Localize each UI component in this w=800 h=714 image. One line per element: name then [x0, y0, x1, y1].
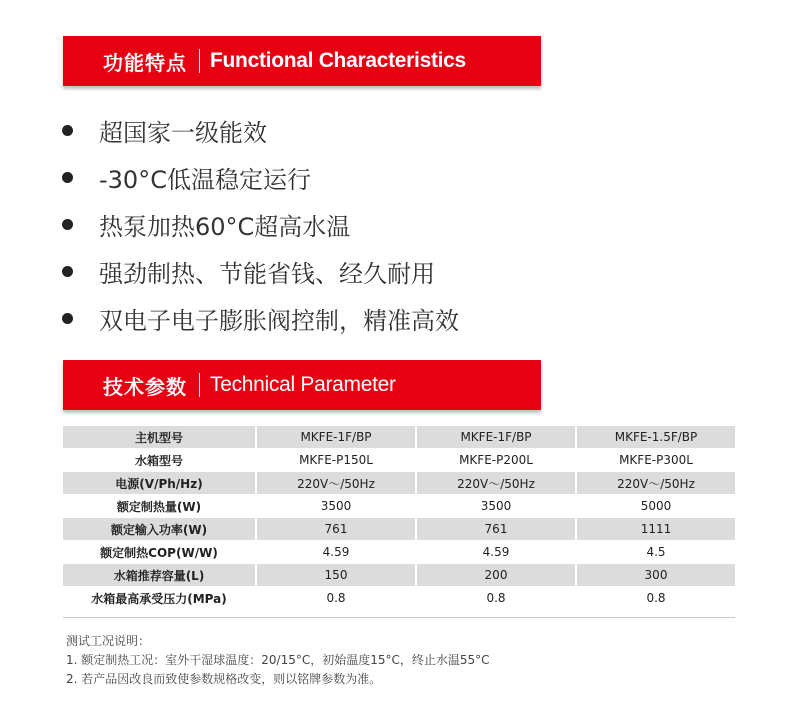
section-title-zh: 功能特点	[103, 50, 187, 75]
table-cell: 761	[415, 518, 575, 540]
table-row	[63, 449, 735, 471]
row-label: 额定制热COP(W/W)	[63, 541, 255, 563]
feature-text: 强劲制热、节能省钱、经久耐用	[99, 260, 435, 288]
table-cell: 220V～/50Hz	[575, 472, 735, 494]
feature-item	[62, 248, 459, 295]
table-row	[63, 587, 735, 609]
table-cell: 3500	[415, 495, 575, 517]
feature-text: 超国家一级能效	[99, 119, 267, 147]
row-label: 水箱推荐容量(L)	[63, 564, 255, 586]
section-header-technical	[63, 360, 541, 410]
table-row	[63, 541, 735, 563]
table-row	[63, 564, 735, 586]
row-label: 水箱最高承受压力(MPa)	[63, 587, 255, 609]
table-cell: 300	[575, 564, 735, 586]
feature-text: 热泵加热60°C超高水温	[99, 213, 351, 241]
feature-text: -30°C低温稳定运行	[99, 166, 311, 194]
table-cell: 3500	[255, 495, 415, 517]
table-row	[63, 495, 735, 517]
table-cell: MKFE-1.5F/BP	[575, 426, 735, 448]
row-label: 主机型号	[63, 426, 255, 448]
table-cell: 200	[415, 564, 575, 586]
table-cell: 761	[255, 518, 415, 540]
table-cell: 4.59	[255, 541, 415, 563]
feature-item	[62, 154, 459, 201]
feature-item	[62, 107, 459, 154]
feature-item	[62, 295, 459, 342]
table-cell: 5000	[575, 495, 735, 517]
section-title-zh: 技术参数	[103, 374, 187, 399]
table-row	[63, 518, 735, 540]
table-cell: 0.8	[255, 587, 415, 609]
table-cell: 220V～/50Hz	[415, 472, 575, 494]
table-cell: 0.8	[575, 587, 735, 609]
notes-heading: 测试工况说明：	[66, 634, 151, 648]
section-title-en: Functional Characteristics	[210, 49, 466, 72]
table-cell: MKFE-1F/BP	[415, 426, 575, 448]
row-label: 额定制热量(W)	[63, 495, 255, 517]
table-cell: 150	[255, 564, 415, 586]
table-cell: MKFE-1F/BP	[255, 426, 415, 448]
bullet-dot-icon	[62, 266, 73, 277]
feature-list	[62, 107, 459, 342]
notes-line: 2. 若产品因改良而致使参数规格改变，则以铭牌参数为准。	[66, 672, 382, 686]
section-title-en: Technical Parameter	[210, 373, 396, 396]
table-cell: 1111	[575, 518, 735, 540]
notes-line: 1. 额定制热工况：室外干湿球温度：20/15°C，初始温度15°C，终止水温55°C	[66, 653, 490, 667]
table-cell: MKFE-P150L	[255, 449, 415, 471]
table-cell: 4.59	[415, 541, 575, 563]
bullet-dot-icon	[62, 125, 73, 136]
table-cell: MKFE-P200L	[415, 449, 575, 471]
row-label: 电源(V/Ph/Hz)	[63, 472, 255, 494]
parameter-table	[63, 425, 735, 610]
table-bottom-rule	[63, 617, 735, 618]
section-header-functional	[63, 36, 541, 86]
table-cell: 4.5	[575, 541, 735, 563]
table-cell: 0.8	[415, 587, 575, 609]
table-row	[63, 426, 735, 448]
title-divider	[199, 49, 200, 73]
bullet-dot-icon	[62, 172, 73, 183]
row-label: 额定输入功率(W)	[63, 518, 255, 540]
row-label: 水箱型号	[63, 449, 255, 471]
bullet-dot-icon	[62, 313, 73, 324]
table-row	[63, 472, 735, 494]
test-conditions-notes	[66, 632, 490, 689]
feature-item	[62, 201, 459, 248]
title-divider	[199, 373, 200, 397]
feature-text: 双电子电子膨胀阀控制，精准高效	[99, 307, 459, 335]
table-cell: 220V～/50Hz	[255, 472, 415, 494]
table-cell: MKFE-P300L	[575, 449, 735, 471]
bullet-dot-icon	[62, 219, 73, 230]
